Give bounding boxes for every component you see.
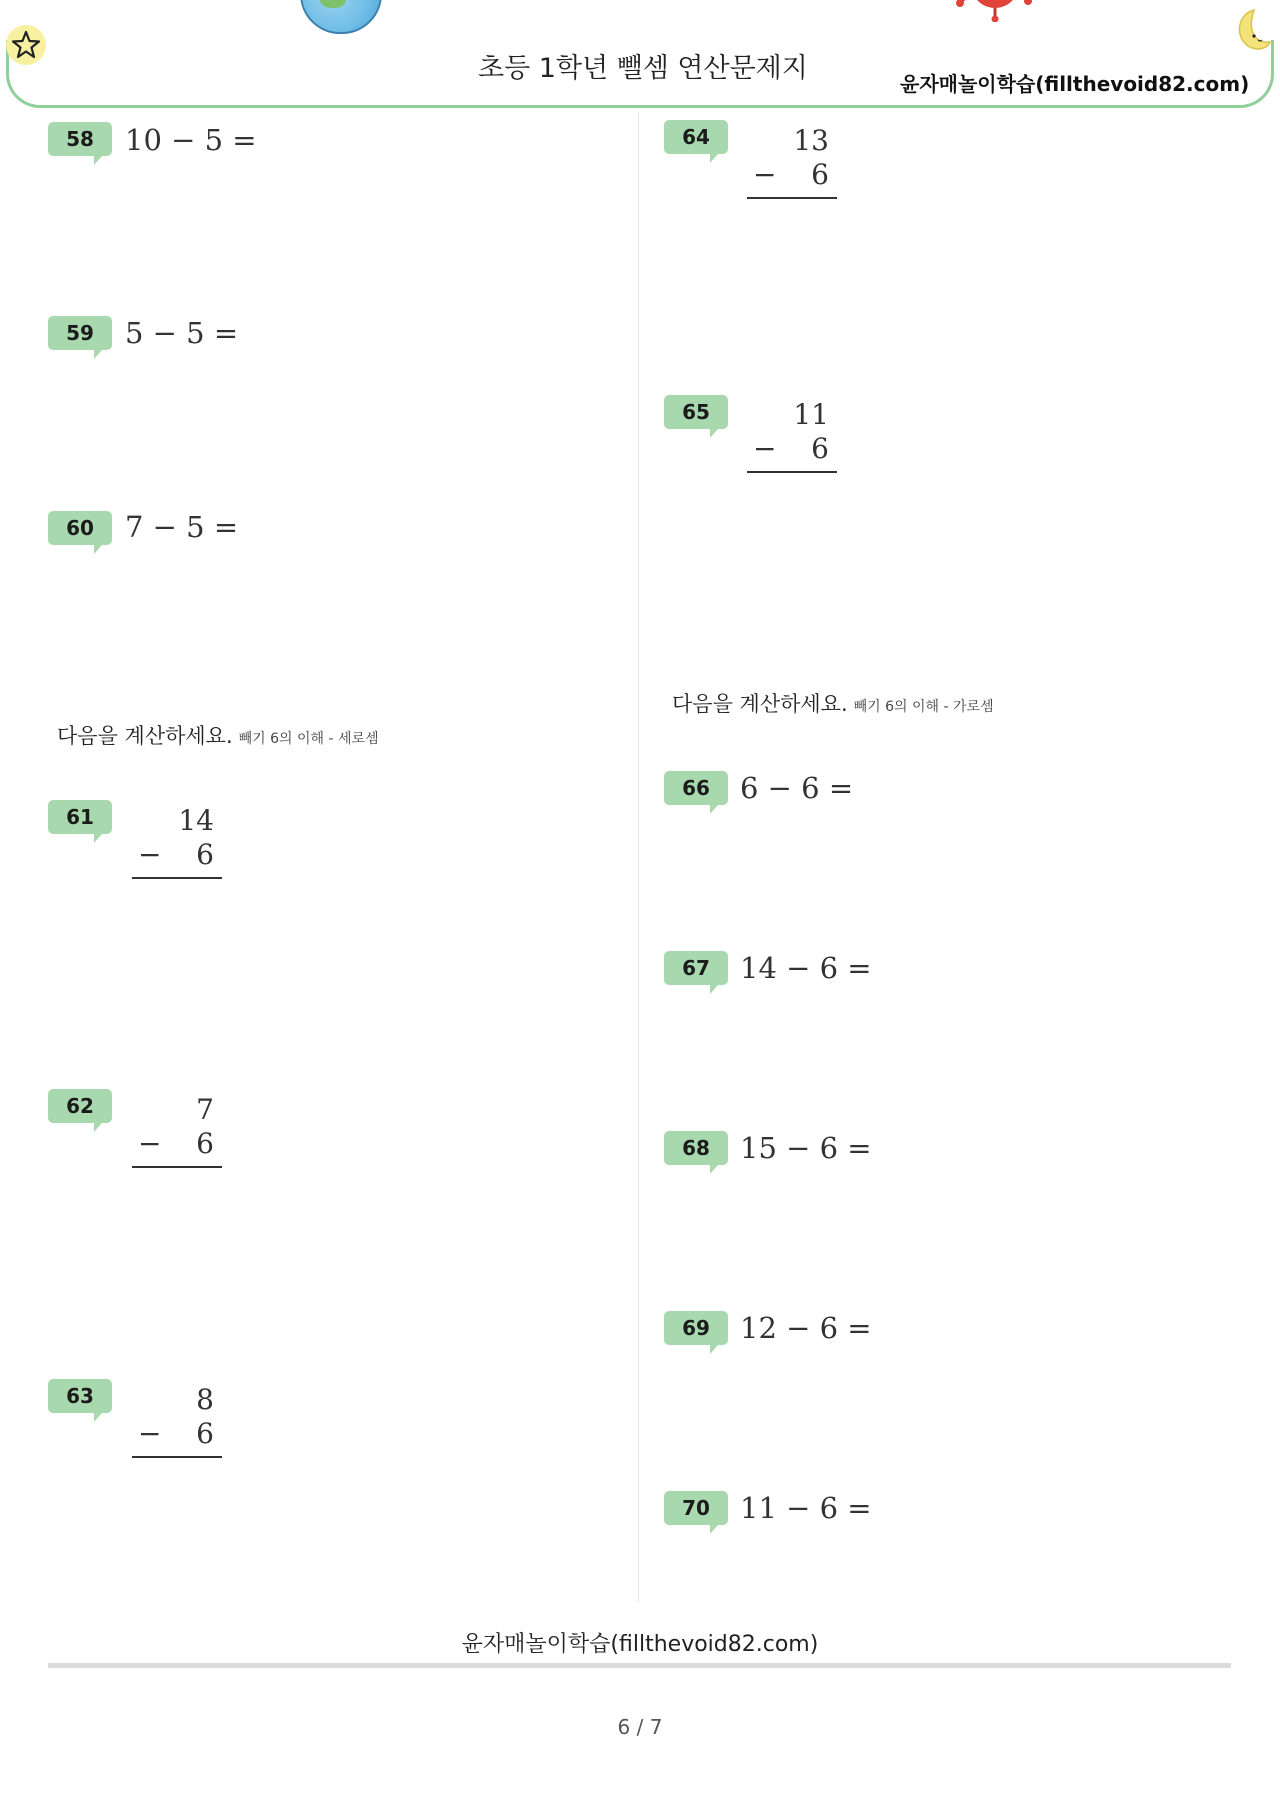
minuend: 11 bbox=[793, 398, 829, 431]
answer-line bbox=[132, 1166, 222, 1168]
problem-number-badge: 65 bbox=[664, 395, 728, 429]
instruction-horizontal bbox=[672, 688, 994, 718]
subtrahend: 6 bbox=[196, 1417, 214, 1450]
problem-expression: 6 − 6 = bbox=[740, 771, 854, 805]
problem-number-badge: 59 bbox=[48, 316, 112, 350]
problem-number-badge: 67 bbox=[664, 951, 728, 985]
minuend: 8 bbox=[196, 1383, 214, 1416]
problem-number-badge: 64 bbox=[664, 120, 728, 154]
answer-line bbox=[132, 877, 222, 879]
vertical-subtraction bbox=[132, 1383, 222, 1463]
problem-expression: 15 − 6 = bbox=[740, 1131, 872, 1165]
problem-number-badge: 68 bbox=[664, 1131, 728, 1165]
answer-line bbox=[132, 1456, 222, 1458]
answer-line bbox=[747, 471, 837, 473]
header-brand: 윤자매놀이학습(fillthevoid82.com) bbox=[900, 72, 1250, 96]
problem-expression: 11 − 6 = bbox=[740, 1491, 872, 1525]
minus-sign: − bbox=[138, 838, 162, 871]
problem-expression: 7 − 5 = bbox=[125, 510, 239, 544]
instruction-main: 다음을 계산하세요. bbox=[57, 724, 233, 748]
subtrahend: 6 bbox=[811, 432, 829, 465]
minus-sign: − bbox=[138, 1127, 162, 1160]
virus-icon bbox=[955, 0, 1035, 22]
minus-sign: − bbox=[138, 1417, 162, 1450]
minus-sign: − bbox=[753, 158, 777, 191]
moon-icon bbox=[1228, 6, 1272, 54]
star-icon bbox=[6, 25, 46, 65]
answer-line bbox=[747, 197, 837, 199]
problem-expression: 12 − 6 = bbox=[740, 1311, 872, 1345]
minuend: 13 bbox=[793, 124, 829, 157]
vertical-subtraction bbox=[132, 804, 222, 884]
column-divider bbox=[638, 112, 639, 1602]
problem-number-badge: 63 bbox=[48, 1379, 112, 1413]
minuend: 14 bbox=[178, 804, 214, 837]
problem-number-badge: 69 bbox=[664, 1311, 728, 1345]
problem-expression: 5 − 5 = bbox=[125, 316, 239, 350]
page-title: 초등 1학년 뺄셈 연산문제지 bbox=[478, 53, 808, 84]
problem-number-badge: 66 bbox=[664, 771, 728, 805]
subtrahend: 6 bbox=[196, 838, 214, 871]
minus-sign: − bbox=[753, 432, 777, 465]
problem-number-badge: 70 bbox=[664, 1491, 728, 1525]
minuend: 7 bbox=[196, 1093, 214, 1126]
footer-brand: 윤자매놀이학습(fillthevoid82.com) bbox=[461, 1632, 819, 1657]
subtrahend: 6 bbox=[811, 158, 829, 191]
vertical-subtraction bbox=[747, 124, 837, 204]
vertical-subtraction bbox=[747, 398, 837, 478]
problem-number-badge: 61 bbox=[48, 800, 112, 834]
globe-icon bbox=[300, 0, 382, 34]
instruction-sub: 빼기 6의 이해 - 세로셈 bbox=[238, 731, 379, 747]
instruction-sub: 빼기 6의 이해 - 가로셈 bbox=[853, 699, 994, 715]
page-number: 6 / 7 bbox=[617, 1715, 663, 1739]
problem-number-badge: 58 bbox=[48, 122, 112, 156]
instruction-vertical bbox=[57, 720, 379, 750]
subtrahend: 6 bbox=[196, 1127, 214, 1160]
problem-number-badge: 62 bbox=[48, 1089, 112, 1123]
problem-expression: 10 − 5 = bbox=[125, 123, 257, 157]
problem-expression: 14 − 6 = bbox=[740, 951, 872, 985]
problem-number-badge: 60 bbox=[48, 511, 112, 545]
instruction-main: 다음을 계산하세요. bbox=[672, 692, 848, 716]
vertical-subtraction bbox=[132, 1093, 222, 1173]
footer-divider bbox=[48, 1663, 1231, 1668]
